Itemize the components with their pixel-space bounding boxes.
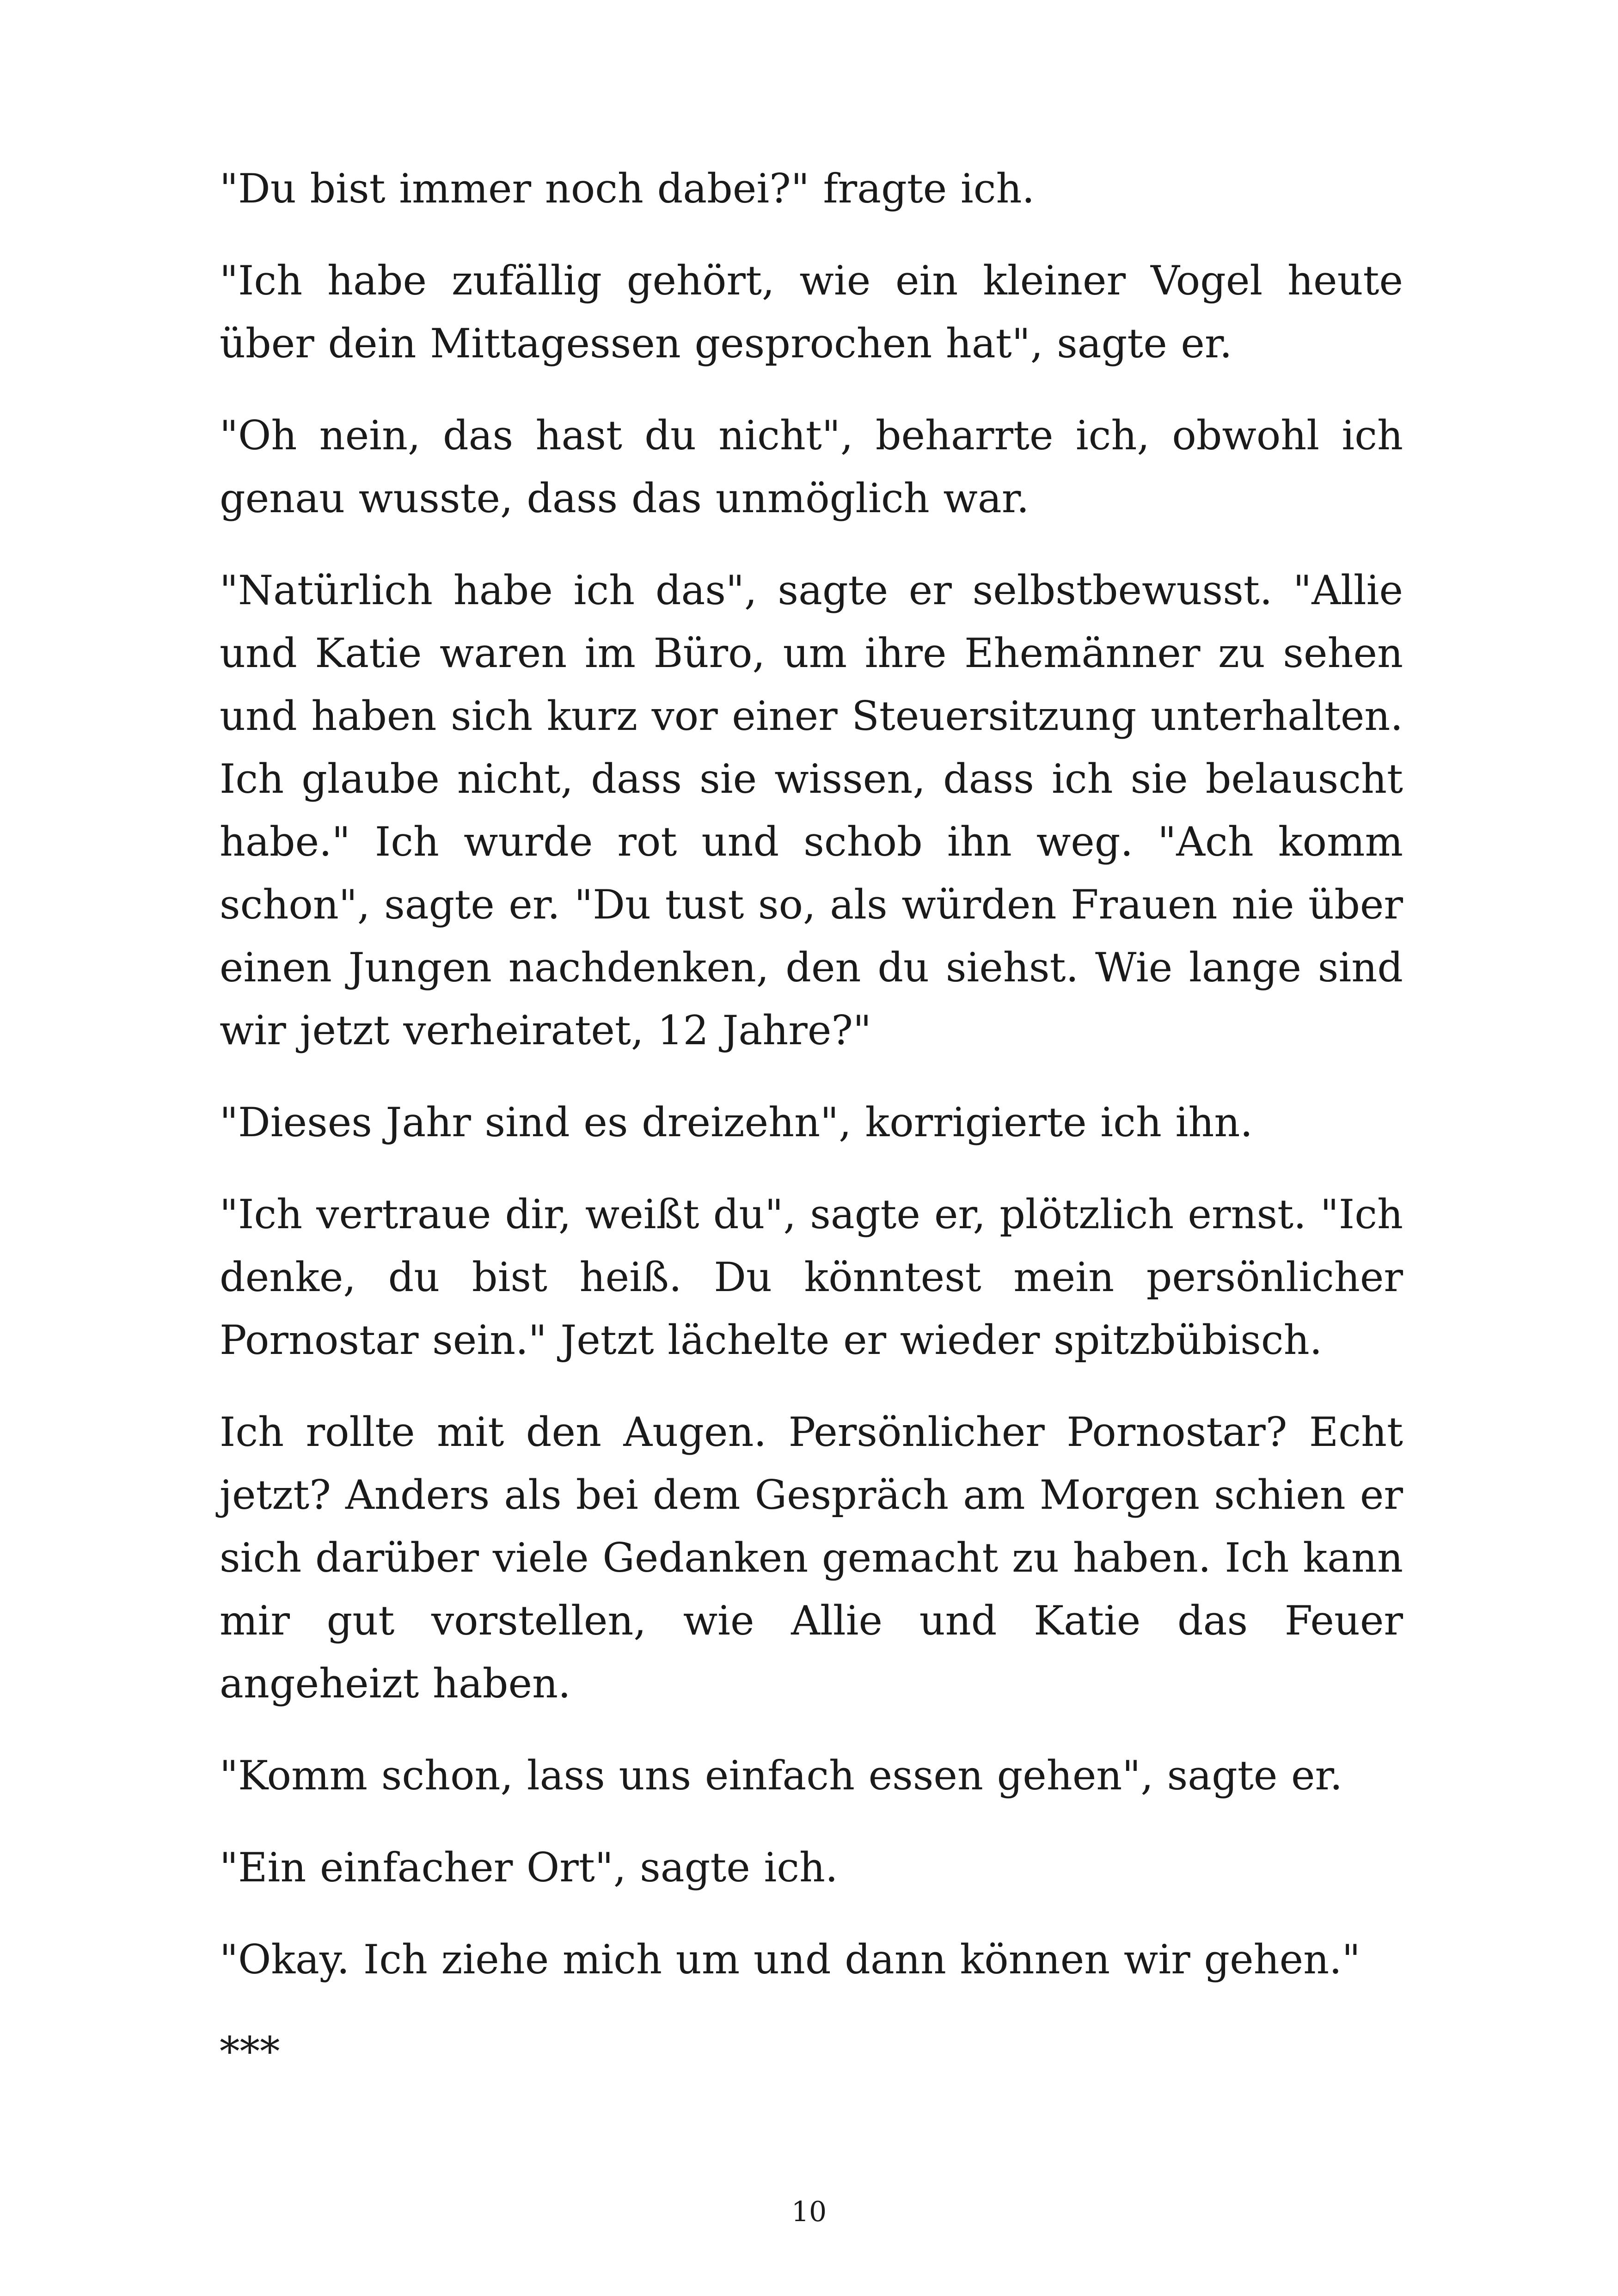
paragraph: "Du bist immer noch dabei?" fragte ich. bbox=[220, 165, 1035, 212]
paragraph: "Okay. Ich ziehe mich um und dann können wir gehen." bbox=[220, 1936, 1361, 1983]
paragraph: Ich rollte mit den Augen. Persönlicher Pornostar? Echt jetzt? Anders als bei dem Gespräch am Morgen schien er sich darüber viele Gedanken gemacht zu haben. Ich kann mir gut vorstellen, wie Allie und Katie das Feuer angeheizt haben. bbox=[220, 1408, 1403, 1707]
paragraph: "Ich habe zufällig gehört, wie ein kleiner Vogel heute über dein Mittagessen gesprochen hat", sagte er. bbox=[220, 257, 1403, 367]
scene-break: *** bbox=[220, 2028, 280, 2075]
paragraph: "Komm schon, lass uns einfach essen gehen", sagte er. bbox=[220, 1752, 1343, 1799]
paragraph: "Ich vertraue dir, weißt du", sagte er, plötzlich ernst. "Ich denke, du bist heiß. Du könntest mein persönlicher Pornostar sein." Jetzt lächelte er wieder spitzbübisch. bbox=[220, 1191, 1403, 1364]
paragraph: "Oh nein, das hast du nicht", beharrte ich, obwohl ich genau wusste, dass das unmöglich war. bbox=[220, 412, 1403, 522]
paragraph: "Dieses Jahr sind es dreizehn", korrigierte ich ihn. bbox=[220, 1099, 1253, 1146]
body-text bbox=[220, 157, 1403, 2112]
page-number: 10 bbox=[791, 2196, 827, 2228]
paragraph: "Ein einfacher Ort", sagte ich. bbox=[220, 1844, 838, 1891]
paragraph: "Natürlich habe ich das", sagte er selbstbewusst. "Allie und Katie waren im Büro, um ihre Ehemänner zu sehen und haben sich kurz vor einer Steuersitzung unterhalten. Ich glaube nicht, dass sie wissen, dass ich sie belauscht habe." Ich wurde rot und schob ihn weg. "Ach komm schon", sagte er. "Du tust so, als würden Frauen nie über einen Jungen nachdenken, den du siehst. Wie lange sind wir jetzt verheiratet, 12 Jahre?" bbox=[220, 567, 1403, 1054]
